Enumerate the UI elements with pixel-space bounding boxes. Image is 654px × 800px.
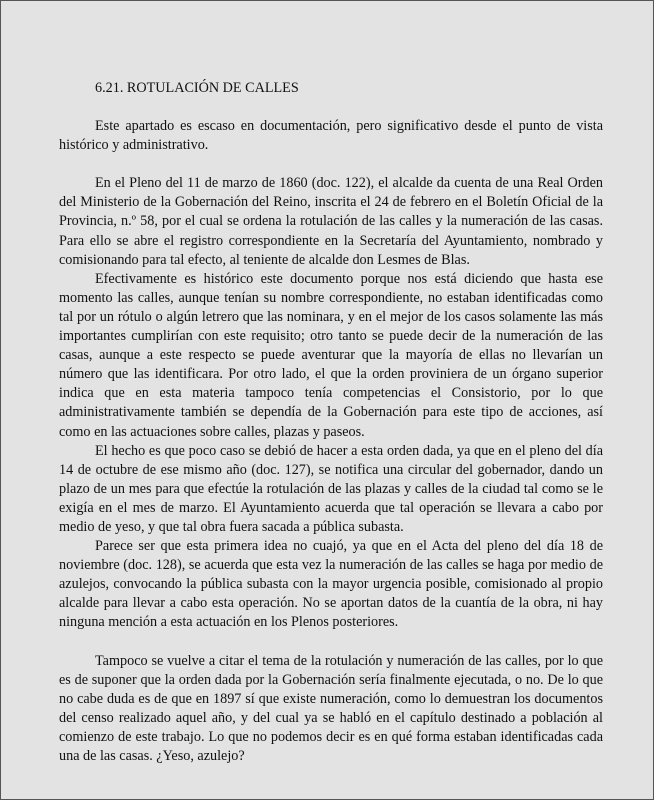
paragraph-historico: Efectivamente es histórico este documento porque nos está diciendo que hasta ese momento las calles, aunque tenían su nombre correspondiente, no estaban identificadas como tal por un rótulo o algún letrero que las nominara, y en el mejor de los casos solamente las más importantes cumplirían con este requisito; otro tanto se puede decir de la numeración de las casas, aunque a este respecto se puede aventurar que la mayoría de ellas no llevarían un número que las identificara. Por otro lado, el que la orden proviniera de un órgano superior indica que en esta materia tampoco tenía competencias el Consistorio, por lo que administrativamente también se dependía de la Gobernación para este tipo de acciones, así como en las actuaciones sobre calles, plazas y paseos. — [59, 270, 603, 440]
spacer — [59, 98, 603, 117]
document-body — [59, 79, 603, 766]
paragraph-octubre: El hecho es que poco caso se debió de hacer a esta orden dada, ya que en el pleno del día 14 de octubre de ese mismo año (doc. 127), se notifica una circular del gobernador, dando un plazo de un mes para que efectúe la rotulación de las plazas y calles de la ciudad tal como se le exigía en el mes de marzo. El Ayuntamiento acuerda que tal operación se llevara a cabo por medio de yeso, y que tal obra fuera sacada a pública subasta. — [59, 442, 603, 535]
spacer — [59, 155, 603, 174]
paragraph-pleno-marzo: En el Pleno del 11 de marzo de 1860 (doc. 122), el alcalde da cuenta de una Real Orden del Ministerio de la Gobernación del Reino, inscrita el 24 de febrero en el Boletín Oficial de la Provincia, n.º 58, por el cual se ordena la rotulación de las calles y la numeración de las casas. Para ello se abre el registro correspondiente en la Secretaría del Ayuntamiento, nombrado y comisionando para tal efecto, al teniente de alcalde don Lesmes de Blas. — [59, 175, 603, 268]
paragraph-conclusion: Tampoco se vuelve a citar el tema de la rotulación y numeración de las calles, por lo que es de suponer que la orden dada por la Gobernación sería finalmente ejecutada, o no. De lo que no cabe duda es de que en 1897 sí que existe numeración, como lo demuestran los documentos del censo realizado aquel año, y del cual ya se habló en el capítulo destinado a población al comienzo de este trabajo. Lo que no podemos decir es en qué forma estaban identificadas cada una de las casas. ¿Yeso, azulejo? — [59, 652, 603, 764]
section-heading: 6.21. ROTULACIÓN DE CALLES — [95, 80, 299, 96]
paragraph-noviembre: Parece ser que esta primera idea no cuajó, ya que en el Acta del pleno del día 18 de noviembre (doc. 128), se acuerda que esta vez la numeración de las calles se haga por medio de azulejos, convocando la pública subasta con la mayor urgencia posible, comisionado al propio alcalde para llevar a cabo esta operación. No se aportan datos de la cuantía de la obra, ni hay ninguna mención a esta actuación en los Plenos posteriores. — [59, 538, 603, 631]
spacer — [59, 633, 603, 652]
paragraph-intro: Este apartado es escaso en documentación, pero significativo desde el punto de vista histórico y administrativo. — [59, 118, 603, 154]
